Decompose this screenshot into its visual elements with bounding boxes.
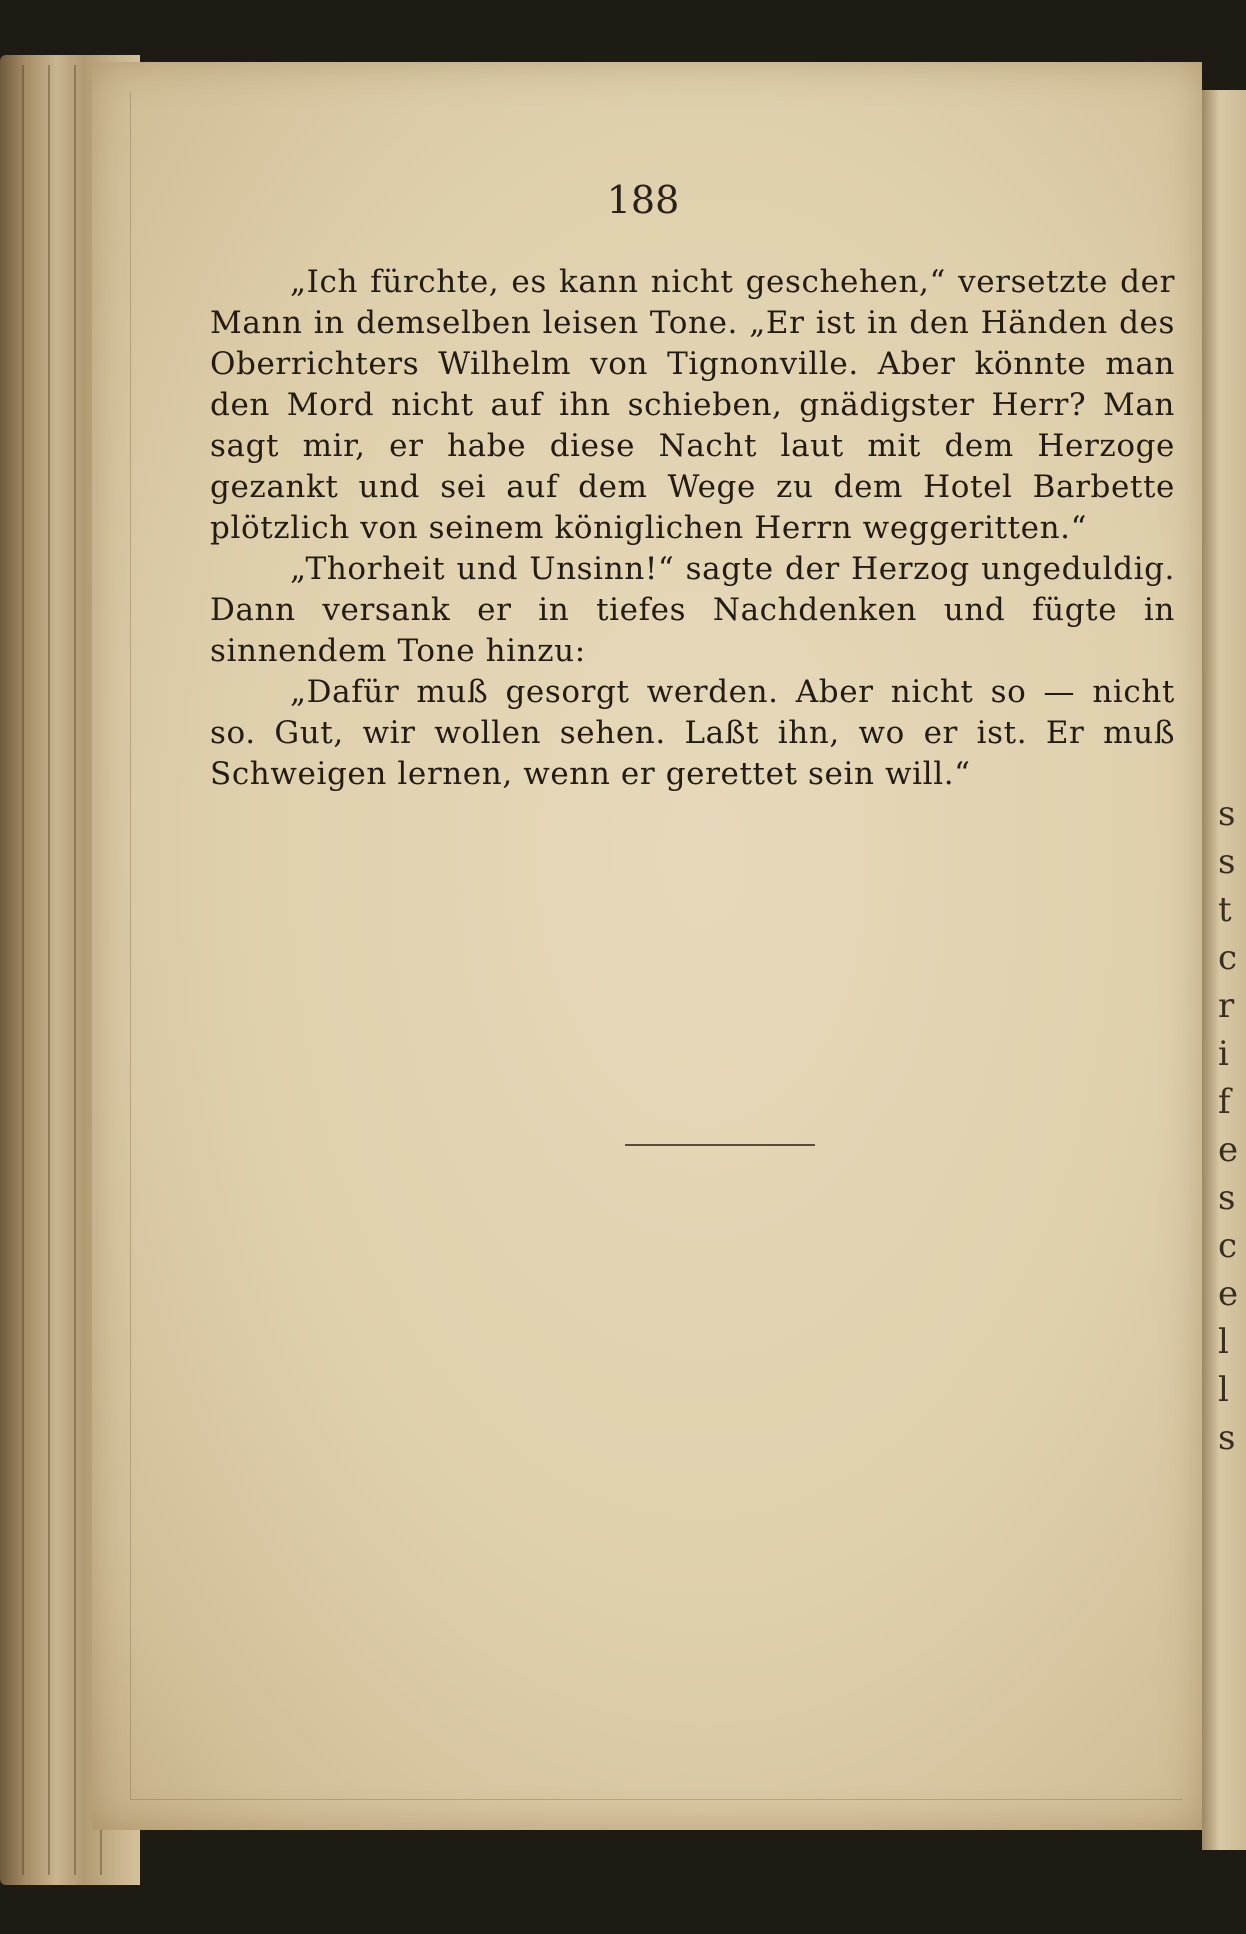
paragraph: „Dafür muß gesorgt werden. Aber nicht so — nicht so. Gut, wir wollen sehen. Laßt ihn, wo er ist. Er muß Schweigen lernen, wenn er gerettet sein will.“ — [210, 674, 1175, 792]
facing-glyph: l — [1218, 1370, 1229, 1410]
paragraph: „Ich fürchte, es kann nicht geschehen,“ versetzte der Mann in demselben leisen Tone. „Er ist in den Händen des Oberrichters Wilhelm von Tignonville. Aber könnte man den Mord nicht auf ihn schieben, gnädigster Herr? Man sagt mir, er habe diese Nacht laut mit dem Herzoge gezankt und sei auf dem Wege zu dem Hotel Barbette plötzlich von seinem königlichen Herrn weggeritten.“ — [210, 264, 1175, 546]
facing-glyph: r — [1218, 986, 1235, 1026]
facing-glyph: c — [1218, 938, 1238, 978]
facing-glyph: e — [1218, 1274, 1239, 1314]
facing-glyph: e — [1218, 1130, 1239, 1170]
facing-glyph: s — [1218, 794, 1236, 834]
facing-glyph: f — [1218, 1082, 1231, 1122]
page-edge-line — [74, 65, 76, 1875]
facing-page-glyphs — [1218, 790, 1238, 1462]
facing-page-strip — [1202, 90, 1246, 1850]
facing-glyph: i — [1218, 1034, 1229, 1074]
facing-glyph: s — [1218, 1178, 1236, 1218]
facing-glyph: s — [1218, 842, 1236, 882]
page-number: 188 — [606, 178, 680, 222]
paragraph: „Thorheit und Unsinn!“ sagte der Herzog ungeduldig. Dann versank er in tiefes Nachdenken und fügte in sinnendem Tone hinzu: — [210, 551, 1175, 669]
section-divider — [625, 1144, 815, 1146]
body-text — [210, 262, 1175, 795]
page-edge-line — [48, 65, 50, 1875]
page-edge-line — [22, 65, 24, 1875]
facing-glyph: t — [1218, 890, 1232, 930]
facing-glyph: s — [1218, 1418, 1236, 1458]
facing-glyph: c — [1218, 1226, 1238, 1266]
facing-glyph: l — [1218, 1322, 1229, 1362]
